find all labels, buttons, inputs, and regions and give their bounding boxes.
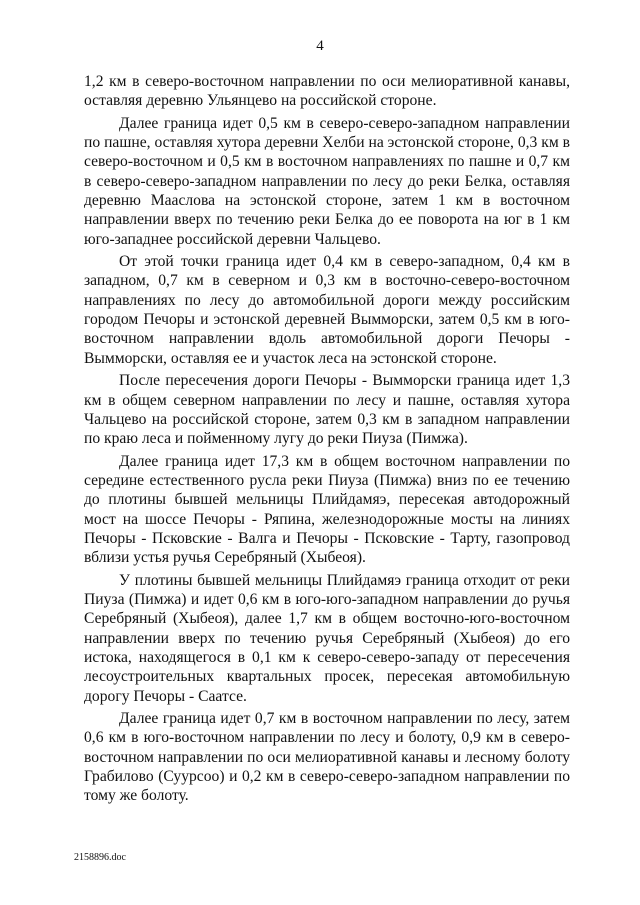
footer-filename: 2158896.doc: [74, 852, 126, 863]
paragraph-3: От этой точки граница идет 0,4 км в северо-западном, 0,4 км в западном, 0,7 км в северном и 0,3 км в восточно-северо-восточном направлениях по лесу до автомобильной дороги между российским городом Печоры и эстонской деревней Вымморски, затем 0,5 км в юго-восточном направлении вдоль автомобильной дороги Печоры - Вымморски, оставляя ее и участок леса на эстонской стороне.: [84, 253, 570, 367]
paragraph-5: Далее граница идет 17,3 км в общем восточном направлении по середине естественного русла реки Пиуза (Пимжа) вниз по ее течению до плотины бывшей мельницы Плийдамяэ, пересекая автодорожный мост на шоссе Печоры - Ряпина, железнодорожные мосты на линиях Печоры - Псковские - Валга и Печоры - Псковские - Тарту, газопровод вблизи устья ручья Серебряный (Хыбеоя).: [84, 452, 570, 567]
paragraph-1: 1,2 км в северо-восточном направлении по оси мелиоративной канавы, оставляя деревню Ульянцево на российской стороне.: [84, 73, 570, 110]
paragraph-4: После пересечения дороги Печоры - Вымморски граница идет 1,3 км в общем северном направлении по лесу и пашне, оставляя хутора Чальцево на российской стороне, затем 0,3 км в западном направлении по краю леса и пойменному лугу до реки Пиуза (Пимжа).: [84, 372, 570, 448]
page-number: 4: [316, 38, 324, 54]
paragraph-2: Далее граница идет 0,5 км в северо-северо-западном направлении по пашне, оставляя хутора деревни Хелби на эстонской стороне, 0,3 км в северо-восточном и 0,5 км в восточном направлениях по пашне и 0,7 км в северо-северо-западном направлении по лесу до реки Белка, оставляя деревню Мааслова на эстонской стороне, затем 1 км в восточном направлении вверх по течению реки Белка до ее поворота на юг в 1 км юго-западнее российской деревни Чальцево.: [84, 114, 570, 248]
document-body: [84, 72, 570, 809]
paragraph-7: Далее граница идет 0,7 км в восточном направлении по лесу, затем 0,6 км в юго-восточном направлении по лесу и болоту, 0,9 км в северо-восточном направлении по оси мелиоративной канавы и лесному болоту Грабилово (Суурсоо) и 0,2 км в северо-северо-западном направлении по тому же болоту.: [84, 710, 570, 805]
paragraph-6: У плотины бывшей мельницы Плийдамяэ граница отходит от реки Пиуза (Пимжа) и идет 0,6 км в юго-юго-западном направлении до ручья Серебряный (Хыбеоя), далее 1,7 км в общем восточно-юго-восточном направлении вверх по течению ручья Серебряный (Хыбеоя) до его истока, находящегося в 0,1 км к северо-северо-западу от пересечения лесоустроительных квартальных просек, пересекая автомобильную дорогу Печоры - Саатсе.: [84, 571, 570, 705]
